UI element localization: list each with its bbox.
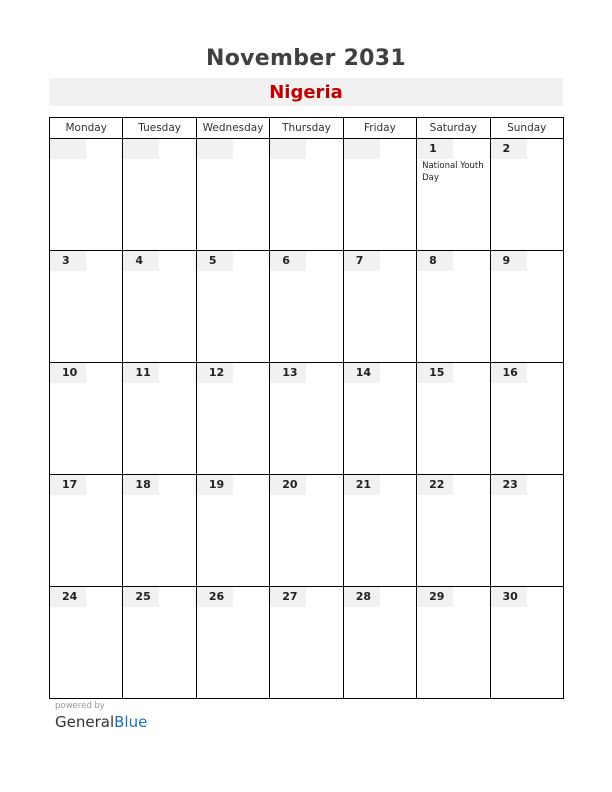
- day-cell: [343, 251, 416, 363]
- weekday-header: Wednesday: [196, 118, 269, 139]
- day-cell: [490, 363, 563, 475]
- day-number: 19: [197, 475, 233, 495]
- day-number: 24: [50, 587, 86, 607]
- day-number: 26: [197, 587, 233, 607]
- day-number: 8: [417, 251, 453, 271]
- day-cell: [196, 139, 269, 251]
- day-number: [270, 139, 306, 159]
- day-cell: [123, 475, 196, 587]
- day-number: 4: [123, 251, 159, 271]
- day-cell: [123, 363, 196, 475]
- day-cell: [50, 251, 123, 363]
- day-cell: [270, 139, 343, 251]
- weekday-header-row: [50, 118, 564, 139]
- day-number: 18: [123, 475, 159, 495]
- day-number: 12: [197, 363, 233, 383]
- country-banner: [49, 78, 563, 106]
- day-cell: [417, 139, 490, 251]
- week-row: [50, 139, 564, 251]
- day-cell: [50, 139, 123, 251]
- day-cell: [490, 475, 563, 587]
- weekday-header: Friday: [343, 118, 416, 139]
- day-number: 29: [417, 587, 453, 607]
- day-number: 22: [417, 475, 453, 495]
- day-number: 13: [270, 363, 306, 383]
- day-cell: [270, 475, 343, 587]
- weekday-header: Monday: [50, 118, 123, 139]
- day-cell: [196, 363, 269, 475]
- day-cell: [196, 251, 269, 363]
- day-number: 20: [270, 475, 306, 495]
- day-cell: [417, 363, 490, 475]
- day-number: 3: [50, 251, 86, 271]
- weekday-header: Tuesday: [123, 118, 196, 139]
- day-cell: [343, 475, 416, 587]
- day-cell: [270, 363, 343, 475]
- day-cell: [50, 363, 123, 475]
- day-number: 15: [417, 363, 453, 383]
- day-number: [50, 139, 86, 159]
- weekday-header: Thursday: [270, 118, 343, 139]
- day-cell: [270, 587, 343, 699]
- day-number: 6: [270, 251, 306, 271]
- calendar-grid: [49, 117, 564, 699]
- day-number: 11: [123, 363, 159, 383]
- day-number: 30: [491, 587, 527, 607]
- day-number: 2: [491, 139, 527, 159]
- day-cell: [123, 251, 196, 363]
- day-cell: [196, 587, 269, 699]
- day-number: [197, 139, 233, 159]
- day-cell: [343, 363, 416, 475]
- brand-blue: Blue: [114, 713, 148, 731]
- day-cell: [490, 139, 563, 251]
- day-number: 21: [344, 475, 380, 495]
- day-cell: [270, 251, 343, 363]
- day-cell: [490, 587, 563, 699]
- day-number: 7: [344, 251, 380, 271]
- day-cell: [343, 587, 416, 699]
- day-cell: [196, 475, 269, 587]
- day-cell: [417, 475, 490, 587]
- country-name: Nigeria: [269, 82, 343, 103]
- day-number: 14: [344, 363, 380, 383]
- day-number: [123, 139, 159, 159]
- day-cell: [417, 251, 490, 363]
- week-row: [50, 587, 564, 699]
- holiday-label: National Youth Day: [422, 161, 484, 183]
- day-cell: [50, 475, 123, 587]
- day-number: 10: [50, 363, 86, 383]
- day-number: 28: [344, 587, 380, 607]
- day-cell: [490, 251, 563, 363]
- brand-general: General: [55, 713, 115, 731]
- day-number: 1: [417, 139, 453, 159]
- weekday-header: Saturday: [417, 118, 490, 139]
- day-cell: [123, 139, 196, 251]
- day-number: 25: [123, 587, 159, 607]
- day-number: 17: [50, 475, 86, 495]
- day-number: 27: [270, 587, 306, 607]
- day-number: 5: [197, 251, 233, 271]
- day-number: 23: [491, 475, 527, 495]
- day-number: [344, 139, 380, 159]
- day-number: 16: [491, 363, 527, 383]
- day-cell: [343, 139, 416, 251]
- week-row: [50, 475, 564, 587]
- week-row: [50, 363, 564, 475]
- generalblue-logo[interactable]: [55, 713, 147, 731]
- day-number: 9: [491, 251, 527, 271]
- weekday-header: Sunday: [490, 118, 563, 139]
- powered-by-text: powered by: [55, 701, 105, 711]
- day-cell: [123, 587, 196, 699]
- day-cell: [50, 587, 123, 699]
- day-cell: [417, 587, 490, 699]
- week-row: [50, 251, 564, 363]
- calendar-title: November 2031: [205, 46, 407, 71]
